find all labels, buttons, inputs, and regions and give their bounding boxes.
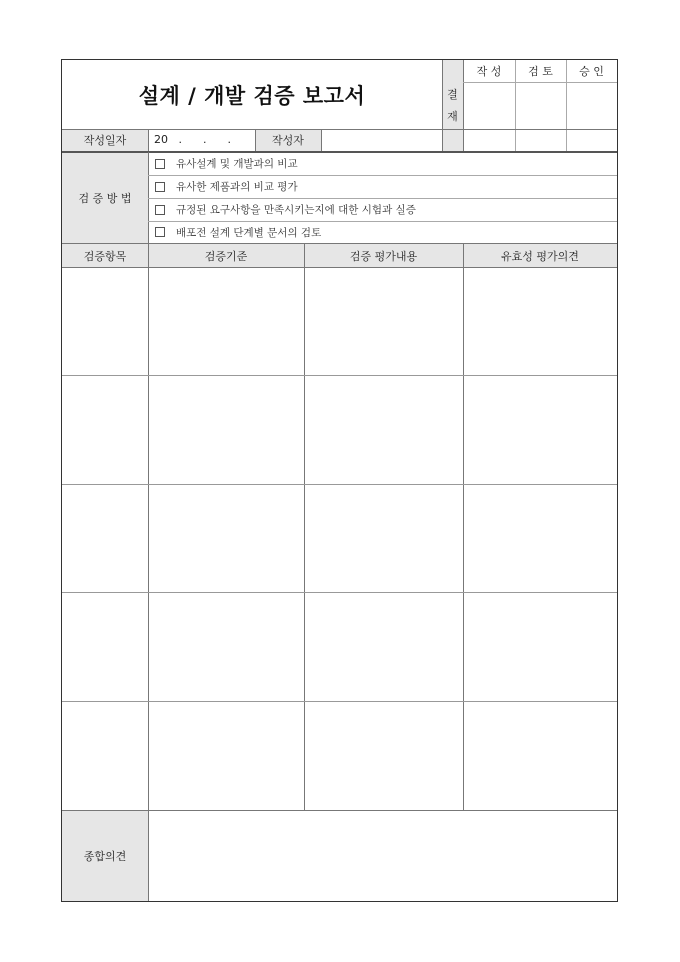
cell-item[interactable] — [62, 267, 148, 375]
divider — [148, 810, 149, 901]
table-row — [62, 592, 617, 701]
header-validity: 유효성 평가의견 — [501, 249, 579, 263]
approval-char-1: 결 — [447, 87, 458, 101]
summary-field[interactable] — [148, 810, 617, 901]
method-option-2[interactable] — [148, 175, 617, 198]
author-label: 작성자 — [255, 129, 321, 151]
cell-validity[interactable] — [463, 376, 617, 484]
checkbox-icon[interactable] — [155, 182, 165, 192]
divider — [463, 60, 464, 151]
divider — [442, 60, 443, 151]
verification-report-form — [61, 59, 618, 902]
divider — [463, 244, 464, 810]
cell-validity[interactable] — [463, 701, 617, 810]
method-option-4[interactable] — [148, 221, 617, 243]
divider — [463, 82, 617, 83]
checkbox-icon[interactable] — [155, 159, 165, 169]
divider — [566, 60, 567, 151]
cell-evaluation[interactable] — [304, 592, 463, 701]
divider — [515, 60, 516, 151]
cell-validity[interactable] — [463, 592, 617, 701]
approval-col-approve: 승 인 — [579, 65, 604, 78]
method-option-1[interactable] — [148, 152, 617, 175]
method-option-label: 규정된 요구사항을 만족시키는지에 대한 시험과 실증 — [176, 204, 416, 216]
divider — [148, 244, 149, 810]
summary-label: 종합의견 — [62, 810, 148, 901]
divider — [304, 244, 305, 810]
header-item: 검증항목 — [83, 249, 127, 263]
divider — [62, 375, 617, 376]
table-row — [62, 267, 617, 375]
date-field[interactable]: 20 . . . — [154, 133, 231, 146]
divider — [321, 129, 322, 151]
approval-col-author: 작 성 — [476, 65, 502, 78]
divider — [62, 701, 617, 702]
divider — [255, 129, 256, 151]
checkbox-icon[interactable] — [155, 227, 165, 237]
approval-sign-review[interactable] — [515, 82, 566, 129]
table-row — [62, 701, 617, 810]
checkbox-icon[interactable] — [155, 205, 165, 215]
table-row — [62, 376, 617, 484]
date-label: 작성일자 — [62, 129, 148, 151]
cell-item[interactable] — [62, 484, 148, 592]
cell-validity[interactable] — [463, 267, 617, 375]
cell-validity[interactable] — [463, 484, 617, 592]
method-option-label: 배포전 설계 단계별 문서의 검토 — [176, 226, 322, 239]
approval-col-review: 검 토 — [528, 65, 553, 78]
method-option-label: 유사설계 및 개발과의 비교 — [176, 158, 298, 170]
method-label: 검 증 방 법 — [62, 152, 148, 243]
divider — [148, 221, 617, 222]
divider — [62, 129, 617, 130]
cell-criteria[interactable] — [148, 701, 304, 810]
approval-sign-approve[interactable] — [566, 82, 617, 129]
cell-item[interactable] — [62, 376, 148, 484]
divider — [62, 151, 617, 153]
approval-label — [442, 60, 463, 151]
cell-evaluation[interactable] — [304, 701, 463, 810]
approval-char-2: 재 — [447, 109, 458, 123]
cell-criteria[interactable] — [148, 267, 304, 375]
cell-evaluation[interactable] — [304, 376, 463, 484]
divider — [62, 810, 617, 811]
method-option-label: 유사한 제품과의 비교 평가 — [176, 181, 298, 193]
cell-criteria[interactable] — [148, 592, 304, 701]
cell-criteria[interactable] — [148, 484, 304, 592]
cell-criteria[interactable] — [148, 376, 304, 484]
cell-item[interactable] — [62, 701, 148, 810]
divider — [62, 243, 617, 244]
method-option-3[interactable] — [148, 198, 617, 221]
report-title: 설계 / 개발 검증 보고서 — [138, 83, 366, 108]
divider — [62, 592, 617, 593]
divider — [62, 267, 617, 268]
cell-evaluation[interactable] — [304, 484, 463, 592]
header-criteria: 검증기준 — [204, 249, 248, 263]
divider — [148, 198, 617, 199]
divider — [148, 175, 617, 176]
header-evaluation: 검증 평가내용 — [349, 249, 418, 263]
table-row — [62, 484, 617, 592]
author-field[interactable] — [321, 129, 442, 151]
divider — [148, 129, 149, 151]
divider — [62, 484, 617, 485]
approval-sign-author[interactable] — [463, 82, 515, 129]
cell-evaluation[interactable] — [304, 267, 463, 375]
cell-item[interactable] — [62, 592, 148, 701]
